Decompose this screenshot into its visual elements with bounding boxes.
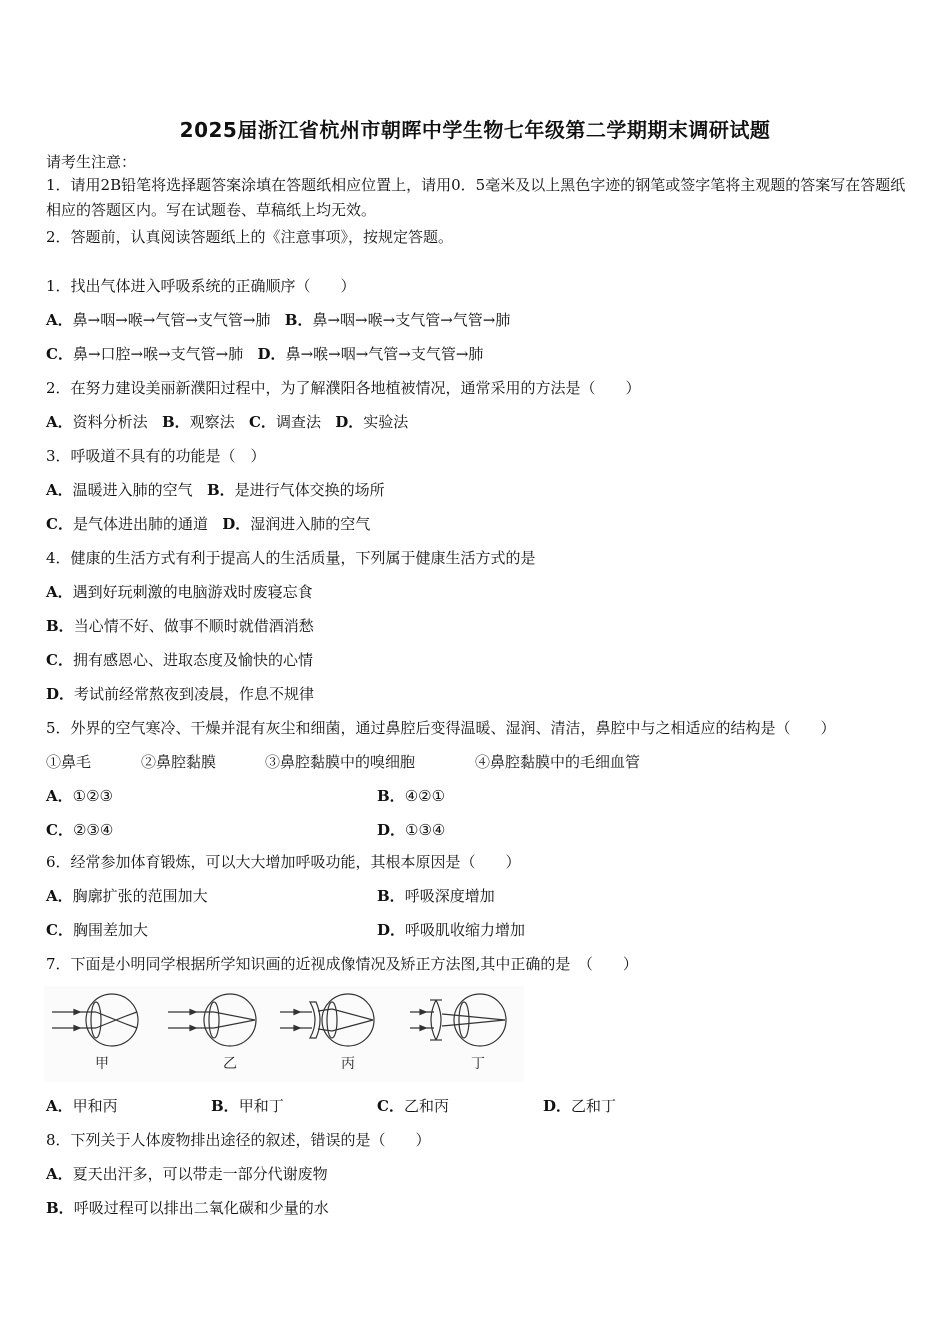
option-text: 呼吸肌收缩力增加 bbox=[405, 921, 526, 939]
option-text: 资料分析法 bbox=[72, 413, 148, 431]
option-text: 湿润进入肺的空气 bbox=[250, 515, 371, 533]
option-label: C． bbox=[377, 1097, 404, 1115]
option-text: 呼吸深度增加 bbox=[404, 887, 495, 905]
option-label: A． bbox=[46, 311, 73, 329]
option-text: 鼻→咽→喉→支气管→气管→肺 bbox=[312, 311, 511, 329]
option-text: 是进行气体交换的场所 bbox=[234, 481, 385, 499]
option-text: ④②① bbox=[404, 787, 446, 805]
question-2-stem: 2．在努力建设美丽新濮阳过程中，为了解濮阳各地植被情况，通常采用的方法是（ ） bbox=[46, 379, 641, 397]
question-7-option-a bbox=[46, 1096, 118, 1116]
option-label: B． bbox=[377, 787, 405, 805]
option-label: A． bbox=[46, 413, 73, 431]
option-label: A． bbox=[46, 481, 73, 499]
option-label: B． bbox=[211, 1097, 239, 1115]
question-8-option-b bbox=[46, 1198, 329, 1218]
question-7-option-c bbox=[377, 1096, 449, 1116]
question-6-stem: 6．经常参加体育锻炼，可以大大增加呼吸功能，其根本原因是（ ） bbox=[46, 853, 521, 871]
question-4-option-d bbox=[46, 684, 314, 704]
option-label: D． bbox=[335, 413, 364, 431]
option-text: ①②③ bbox=[72, 787, 113, 805]
option-label: C． bbox=[46, 515, 73, 533]
option-label: D． bbox=[377, 821, 406, 839]
option-label: D． bbox=[257, 345, 286, 363]
option-label: B． bbox=[161, 413, 190, 431]
option-label: A． bbox=[46, 1097, 73, 1115]
figure-label-bing: 丙 bbox=[341, 1056, 355, 1072]
option-text: 胸围差加大 bbox=[72, 921, 148, 939]
question-1-options-row-2 bbox=[46, 344, 483, 364]
figure-label-yi: 乙 bbox=[223, 1056, 237, 1072]
question-6-option-c bbox=[46, 920, 148, 940]
option-label: B． bbox=[284, 311, 313, 329]
eye-diagram-figure bbox=[44, 986, 524, 1082]
option-text: 乙和丙 bbox=[403, 1097, 449, 1115]
option-label: D． bbox=[222, 515, 251, 533]
question-4-stem: 4．健康的生活方式有利于提高人的生活质量，下列属于健康生活方式的是 bbox=[46, 549, 536, 567]
question-5-item: ④鼻腔黏膜中的毛细血管 bbox=[475, 753, 641, 771]
question-4-option-a bbox=[46, 582, 313, 602]
option-label: A． bbox=[46, 887, 73, 905]
option-label: C． bbox=[46, 345, 73, 363]
question-5-option-b bbox=[377, 786, 445, 806]
option-label: D． bbox=[377, 921, 406, 939]
option-text: 甲和丁 bbox=[238, 1097, 284, 1115]
question-4-option-b bbox=[46, 616, 314, 636]
notice-item-1: 1．请用2B铅笔将选择题答案涂填在答题纸相应位置上，请用0．5毫米及以上黑色字迹的钢笔或签字笔将主观题的答案写在答题纸相应的答题区内。写在试题卷、草稿纸上均无效。 bbox=[46, 176, 906, 219]
question-8-option-a bbox=[46, 1164, 328, 1184]
option-text: 考试前经常熬夜到凌晨，作息不规律 bbox=[74, 685, 315, 703]
option-text: 遇到好玩刺激的电脑游戏时废寝忘食 bbox=[72, 583, 313, 601]
question-3-options-row-1 bbox=[46, 480, 385, 500]
option-label: B． bbox=[46, 1199, 74, 1217]
option-label: B． bbox=[206, 481, 235, 499]
option-text: 温暖进入肺的空气 bbox=[72, 481, 193, 499]
question-5-stem: 5．外界的空气寒冷、干燥并混有灰尘和细菌，通过鼻腔后变得温暖、湿润、清洁，鼻腔中与之相适应的结构是（ ） bbox=[46, 719, 836, 737]
question-5-option-a bbox=[46, 786, 113, 806]
question-6-option-b bbox=[377, 886, 495, 906]
option-label: C． bbox=[46, 921, 73, 939]
question-2-options bbox=[46, 412, 408, 432]
option-text: 鼻→口腔→喉→支气管→肺 bbox=[72, 345, 244, 363]
option-text: 胸廓扩张的范围加大 bbox=[72, 887, 208, 905]
option-label: B． bbox=[377, 887, 405, 905]
question-3-options-row-2 bbox=[46, 514, 370, 534]
notice-heading: 请考生注意： bbox=[46, 153, 137, 171]
question-6-option-a bbox=[46, 886, 208, 906]
option-text: 鼻→咽→喉→气管→支气管→肺 bbox=[72, 311, 271, 329]
figure-label-jia: 甲 bbox=[95, 1056, 109, 1072]
question-8-stem: 8．下列关于人体废物排出途径的叙述，错误的是（ ） bbox=[46, 1131, 431, 1149]
question-1-options-row-1 bbox=[46, 310, 510, 330]
question-1-stem: 1．找出气体进入呼吸系统的正确顺序（ ） bbox=[46, 277, 356, 295]
question-7-option-b bbox=[211, 1096, 284, 1116]
question-5-item: ①鼻毛 bbox=[46, 753, 92, 771]
option-label: A． bbox=[46, 787, 73, 805]
option-label: C． bbox=[248, 413, 276, 431]
option-text: 乙和丁 bbox=[571, 1097, 617, 1115]
question-5-option-c bbox=[46, 820, 113, 840]
option-label: A． bbox=[46, 583, 73, 601]
option-text: ②③④ bbox=[72, 821, 114, 839]
option-label: D． bbox=[543, 1097, 572, 1115]
option-text: 是气体进出肺的通道 bbox=[72, 515, 208, 533]
question-5-item: ③鼻腔黏膜中的嗅细胞 bbox=[265, 753, 416, 771]
option-label: B． bbox=[46, 617, 74, 635]
option-text: 鼻→喉→咽→气管→支气管→肺 bbox=[285, 345, 484, 363]
page-title: 2025届浙江省杭州市朝晖中学生物七年级第二学期期末调研试题 bbox=[179, 118, 771, 142]
option-text: 观察法 bbox=[189, 413, 235, 431]
option-text: 呼吸过程可以排出二氧化碳和少量的水 bbox=[73, 1199, 329, 1217]
option-label: A． bbox=[46, 1165, 73, 1183]
question-4-option-c bbox=[46, 650, 313, 670]
question-7-option-d bbox=[543, 1096, 616, 1116]
option-text: 调查法 bbox=[275, 413, 321, 431]
option-label: C． bbox=[46, 821, 73, 839]
question-6-option-d bbox=[377, 920, 525, 940]
question-5-option-d bbox=[377, 820, 445, 840]
question-3-stem: 3．呼吸道不具有的功能是（ ） bbox=[46, 447, 266, 465]
option-text: ①③④ bbox=[405, 821, 446, 839]
figure-label-ding: 丁 bbox=[471, 1056, 485, 1072]
option-text: 拥有感恩心、进取态度及愉快的心情 bbox=[72, 651, 313, 669]
option-text: 夏天出汗多，可以带走一部分代谢废物 bbox=[72, 1165, 328, 1183]
notice-item-2: 2．答题前，认真阅读答题纸上的《注意事项》，按规定答题。 bbox=[46, 228, 454, 246]
question-7-stem: 7．下面是小明同学根据所学知识画的近视成像情况及矫正方法图,其中正确的是 （ ） bbox=[46, 955, 638, 973]
option-text: 当心情不好、做事不顺时就借酒消愁 bbox=[73, 617, 314, 635]
option-text: 甲和丙 bbox=[72, 1097, 118, 1115]
question-5-item: ②鼻腔黏膜 bbox=[141, 753, 217, 771]
option-text: 实验法 bbox=[363, 413, 409, 431]
option-label: D． bbox=[46, 685, 75, 703]
option-label: C． bbox=[46, 651, 73, 669]
